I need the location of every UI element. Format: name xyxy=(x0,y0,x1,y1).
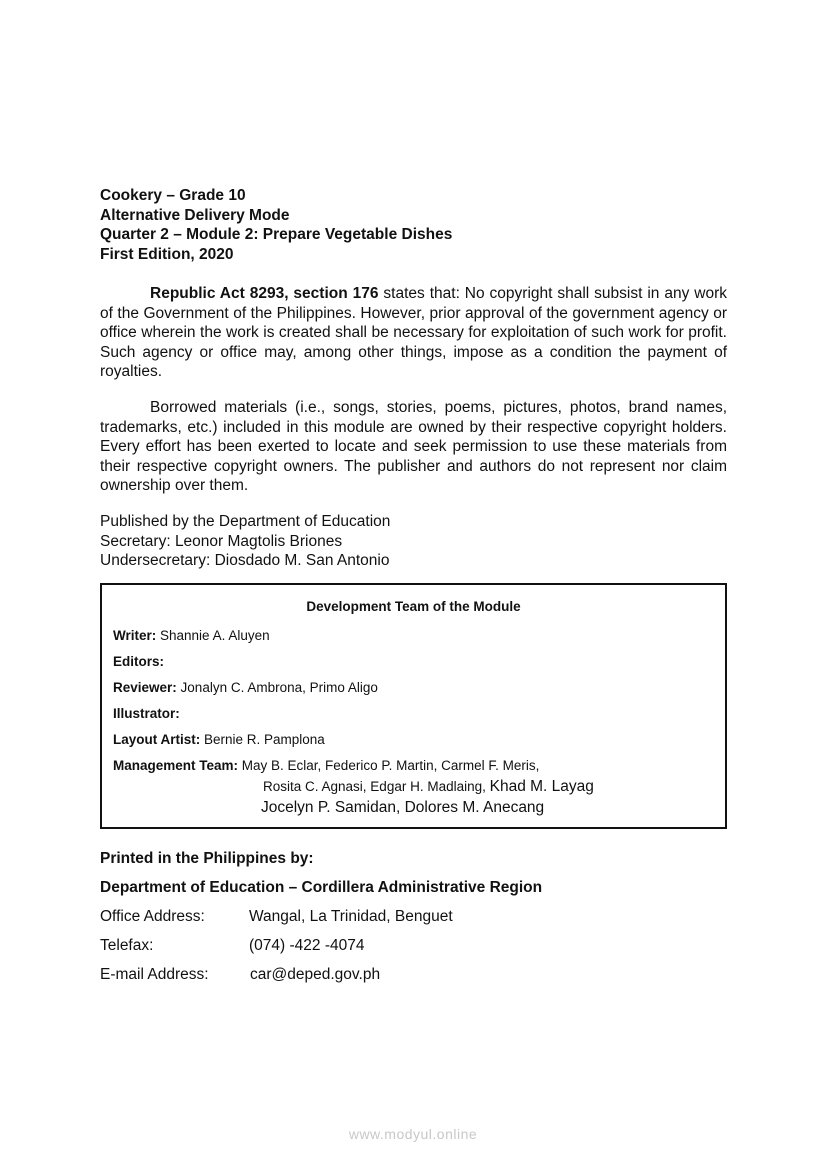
email-value[interactable]: car@deped.gov.ph xyxy=(250,966,381,983)
borrowed-materials-paragraph xyxy=(100,398,727,496)
printed-heading: Printed in the Philippines by: xyxy=(100,850,314,867)
management-names-b: Khad M. Layag xyxy=(489,778,594,795)
title-block xyxy=(100,186,452,264)
borrowed-materials-text: Borrowed materials (i.e., songs, stories, poems, pictures, photos, brand names, trademarks, etc.) included in this module are owned by their respective copyright holders. Every effort has been exerted to locate and seek permission to use these materials from their respective copyright owners. The publisher and authors do not represent nor claim ownership over them. xyxy=(100,399,727,494)
layout-artist-label: Layout Artist: xyxy=(113,732,201,747)
layout-artist-value: Bernie R. Pamplona xyxy=(200,732,325,747)
module-title: Quarter 2 – Module 2: Prepare Vegetable Dishes xyxy=(100,226,453,243)
editors-row xyxy=(113,654,164,669)
reviewer-row xyxy=(113,680,378,695)
publisher: Published by the Department of Education xyxy=(100,513,391,530)
copyright-paragraph xyxy=(100,284,727,382)
management-team-row xyxy=(113,758,539,773)
writer-value: Shannie A. Aluyen xyxy=(156,628,270,643)
telefax-value: (074) -422 -4074 xyxy=(249,937,365,954)
development-team-box xyxy=(100,583,727,829)
subject-title: Cookery – Grade 10 xyxy=(100,187,246,204)
illustrator-label: Illustrator: xyxy=(113,706,180,721)
team-title: Development Team of the Module xyxy=(306,599,521,614)
printing-organization: Department of Education – Cordillera Administrative Region xyxy=(100,879,543,896)
writer-row xyxy=(113,628,270,643)
management-team-line1: May B. Eclar, Federico P. Martin, Carmel F. Meris, xyxy=(238,758,540,773)
management-names-c: Jocelyn P. Samidan, Dolores M. Anecang xyxy=(261,799,545,816)
delivery-mode: Alternative Delivery Mode xyxy=(100,206,290,224)
reviewer-label: Reviewer: xyxy=(113,680,177,695)
copyright-text: states that: No copyright shall subsist in any work of the Government of the Philippines. However, prior approval of the government agency or office wherein the work is created shall be necessary for exploitation of such work for profit. Such agency or office may, among other things, impose as a condition the payment of royalties. xyxy=(100,285,727,380)
office-address-value: Wangal, La Trinidad, Benguet xyxy=(249,908,453,925)
reviewer-value: Jonalyn C. Ambrona, Primo Aligo xyxy=(176,680,378,695)
edition: First Edition, 2020 xyxy=(100,245,234,263)
management-team-label: Management Team: xyxy=(113,758,239,773)
illustrator-row xyxy=(113,706,180,721)
management-names-a: Rosita C. Agnasi, Edgar H. Madlaing, xyxy=(263,779,490,794)
undersecretary: Undersecretary: Diosdado M. San Antonio xyxy=(100,552,390,569)
management-team-line2 xyxy=(263,778,594,796)
watermark: www.modyul.online xyxy=(348,1126,478,1142)
republic-act-reference: Republic Act 8293, section 176 xyxy=(150,285,379,302)
email-label: E-mail Address: xyxy=(100,966,209,983)
editors-label: Editors: xyxy=(113,654,165,669)
layout-artist-row xyxy=(113,732,325,747)
telefax-label: Telefax: xyxy=(100,937,154,954)
management-team-line3 xyxy=(261,799,544,817)
writer-label: Writer: xyxy=(113,628,157,643)
publisher-block xyxy=(100,512,390,571)
office-address-label: Office Address: xyxy=(100,908,205,925)
secretary: Secretary: Leonor Magtolis Briones xyxy=(100,532,343,550)
